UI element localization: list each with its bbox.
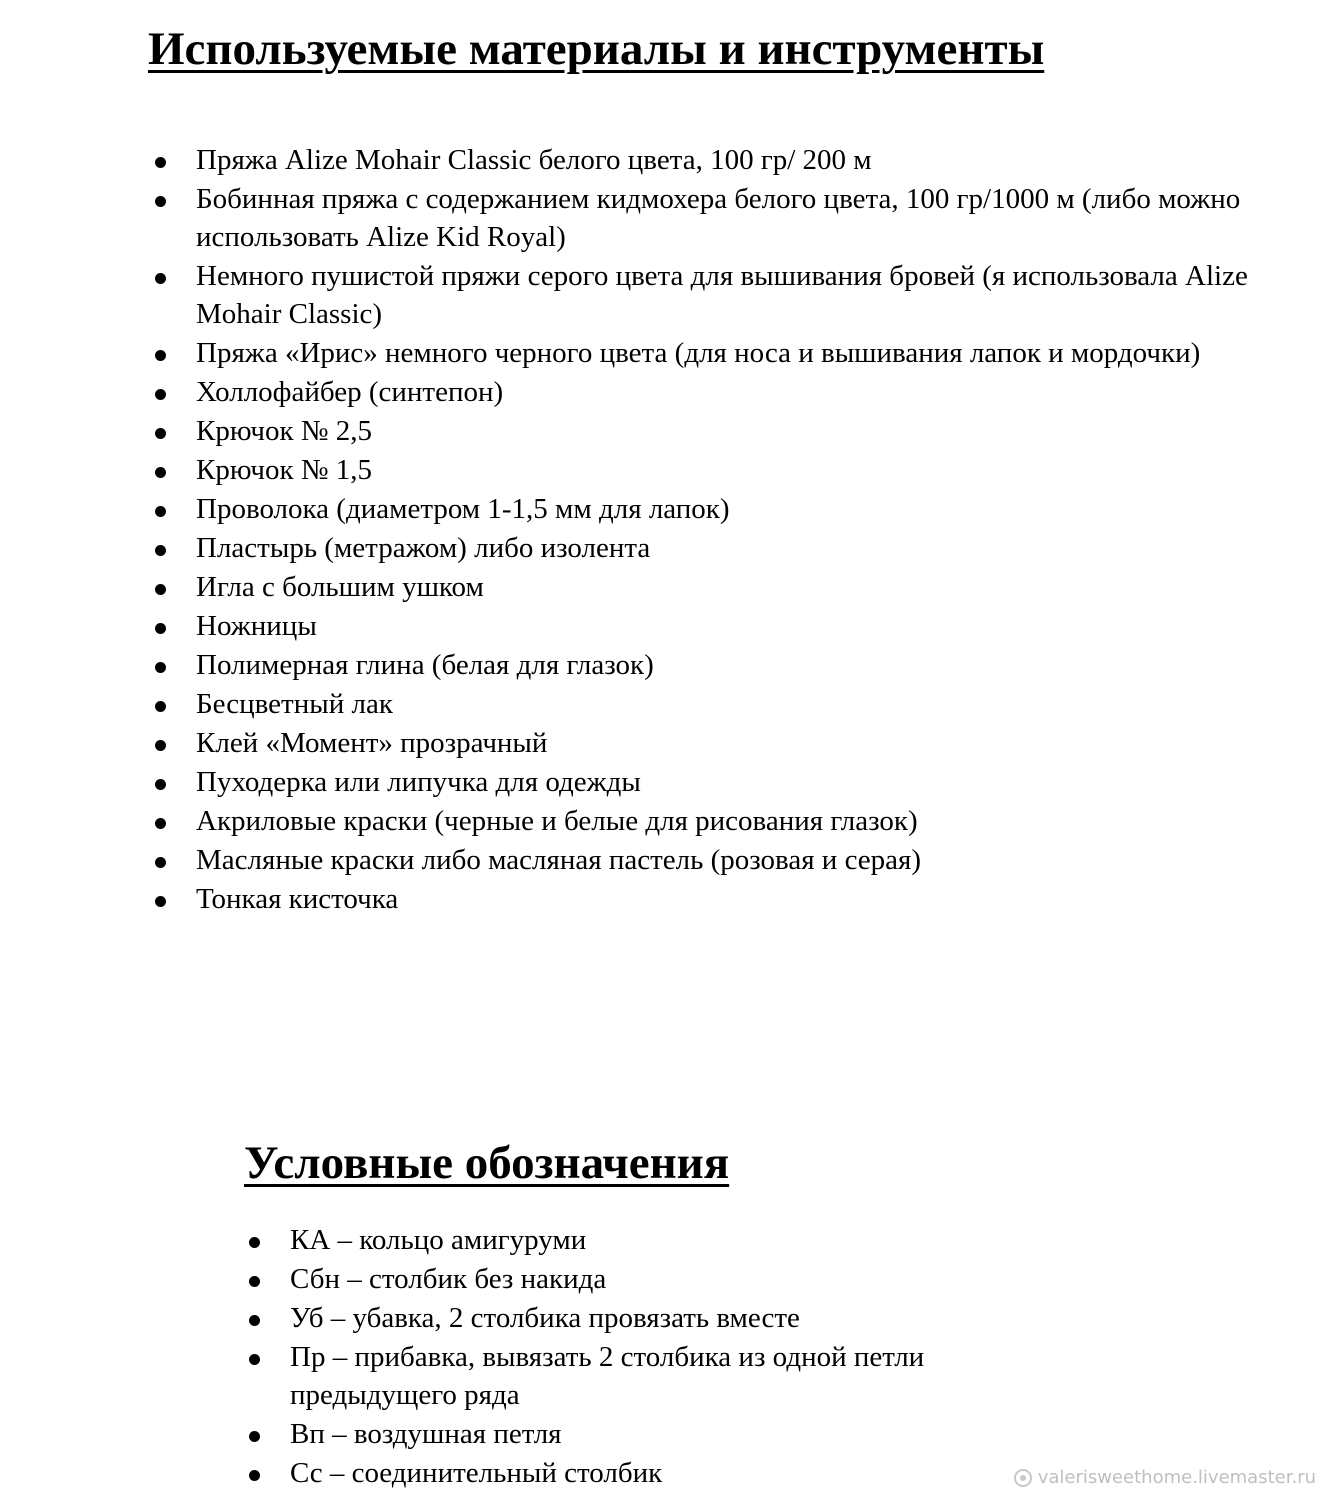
list-item-text: Пряжа «Ирис» немного черного цвета (для носа и вышивания лапок и мордочки)	[196, 337, 1201, 369]
list-item	[196, 451, 1286, 489]
bullet-icon	[155, 157, 166, 168]
bullet-icon	[155, 623, 166, 634]
list-item-text: Пластырь (метражом) либо изолента	[196, 532, 651, 564]
bullet-icon	[249, 1237, 260, 1248]
list-item-text: Пр – прибавка, вывязать 2 столбика из одной петли предыдущего ряда	[290, 1341, 925, 1411]
list-item	[196, 257, 1286, 333]
list-item-text: Пряжа Alize Mohair Classic белого цвета, 100 гр/ 200 м	[196, 144, 872, 176]
bullet-icon	[155, 389, 166, 400]
bullet-icon	[155, 350, 166, 361]
list-item-text: Клей «Момент» прозрачный	[196, 727, 548, 759]
list-item	[290, 1338, 1070, 1414]
list-item	[290, 1454, 1070, 1492]
list-item-text: Бесцветный лак	[196, 688, 393, 720]
materials-heading: Используемые материалы и инструменты	[148, 23, 1045, 75]
list-item-text: Проволока (диаметром 1-1,5 мм для лапок)	[196, 493, 730, 525]
list-item	[196, 180, 1286, 256]
list-item	[196, 685, 1286, 723]
bullet-icon	[155, 857, 166, 868]
list-item	[196, 841, 1286, 879]
list-item-text: Сбн – столбик без накида	[290, 1263, 607, 1295]
list-item-text: Вп – воздушная петля	[290, 1418, 562, 1450]
list-item-text: Полимерная глина (белая для глазок)	[196, 649, 654, 681]
list-item	[196, 141, 1286, 179]
gear-icon	[1014, 1469, 1032, 1487]
list-item	[196, 529, 1286, 567]
bullet-icon	[249, 1470, 260, 1481]
list-item	[290, 1260, 1070, 1298]
bullet-icon	[249, 1315, 260, 1326]
list-item	[290, 1221, 1070, 1259]
list-item-text: Бобинная пряжа с содержанием кидмохера белого цвета, 100 гр/1000 м (либо можно использовать Alize Kid Royal)	[196, 183, 1241, 253]
notations-list	[290, 1221, 1070, 1493]
list-item-text: Акриловые краски (черные и белые для рисования глазок)	[196, 805, 918, 837]
bullet-icon	[155, 740, 166, 751]
list-item	[196, 646, 1286, 684]
bullet-icon	[155, 196, 166, 207]
list-item-text: Ножницы	[196, 610, 317, 642]
bullet-icon	[155, 701, 166, 712]
list-item	[196, 802, 1286, 840]
bullet-icon	[155, 428, 166, 439]
list-item-text: Уб – убавка, 2 столбика провязать вместе	[290, 1302, 800, 1334]
list-item-text: Масляные краски либо масляная пастель (розовая и серая)	[196, 844, 922, 876]
bullet-icon	[155, 545, 166, 556]
list-item	[196, 763, 1286, 801]
list-item-text: Пуходерка или липучка для одежды	[196, 766, 641, 798]
list-item-text: Игла с большим ушком	[196, 571, 484, 603]
list-item-text: Немного пушистой пряжи серого цвета для вышивания бровей (я использовала Alize Mohair Classic)	[196, 260, 1248, 330]
bullet-icon	[249, 1431, 260, 1442]
list-item-text: Холлофайбер (синтепон)	[196, 376, 504, 408]
bullet-icon	[155, 584, 166, 595]
list-item	[196, 568, 1286, 606]
notations-heading: Условные обозначения	[244, 1137, 730, 1189]
bullet-icon	[155, 896, 166, 907]
list-item-text: Крючок № 1,5	[196, 454, 372, 486]
list-item-text: Сс – соединительный столбик	[290, 1457, 663, 1489]
materials-list	[196, 141, 1286, 919]
list-item	[196, 724, 1286, 762]
list-item-text: Тонкая кисточка	[196, 883, 399, 915]
list-item	[196, 607, 1286, 645]
list-item	[290, 1415, 1070, 1453]
list-item-text: Крючок № 2,5	[196, 415, 372, 447]
bullet-icon	[155, 779, 166, 790]
list-item	[196, 334, 1286, 372]
list-item	[196, 880, 1286, 918]
list-item-text: КА – кольцо амигуруми	[290, 1224, 587, 1256]
bullet-icon	[155, 662, 166, 673]
bullet-icon	[155, 506, 166, 517]
list-item	[290, 1299, 1070, 1337]
watermark	[1014, 1467, 1316, 1488]
list-item	[196, 490, 1286, 528]
list-item	[196, 412, 1286, 450]
bullet-icon	[155, 467, 166, 478]
bullet-icon	[155, 273, 166, 284]
list-item	[196, 373, 1286, 411]
bullet-icon	[249, 1276, 260, 1287]
watermark-text: valerisweethome.livemaster.ru	[1037, 1467, 1316, 1488]
bullet-icon	[249, 1354, 260, 1365]
bullet-icon	[155, 818, 166, 829]
